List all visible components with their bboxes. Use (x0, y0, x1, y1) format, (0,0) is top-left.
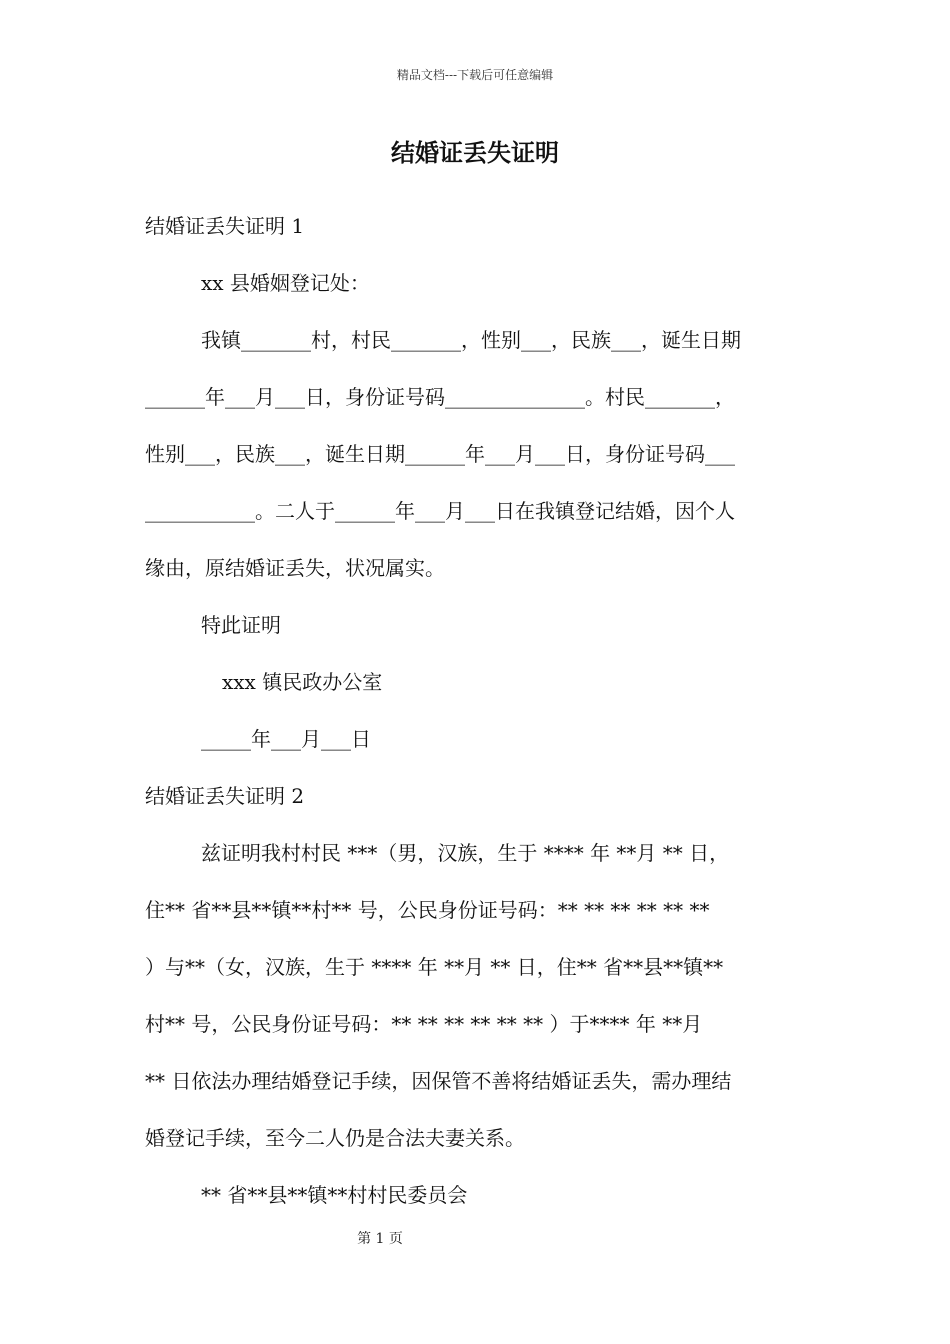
addressee: xx 县婚姻登记处： (201, 271, 370, 295)
paragraph-line: ）与**（女，汉族，生于 **** 年 **月 ** 日，住** 省**县**镇** (145, 955, 724, 979)
document-title: 结婚证丢失证明 (391, 138, 559, 167)
issuer-committee: ** 省**县**镇**村村民委员会 (201, 1183, 468, 1207)
paragraph-line: 性别___，民族___，诞生日期______年___月___日，身份证号码___ (145, 442, 735, 466)
paragraph-line: ______年___月___日，身份证号码______________。村民_______， (145, 385, 735, 409)
section-heading-2: 结婚证丢失证明 2 (145, 784, 305, 808)
closing-statement: 特此证明 (201, 613, 281, 637)
page-number: 第 1 页 (357, 1231, 403, 1247)
paragraph-line: 我镇_______村，村民_______，性别___，民族___，诞生日期 (201, 328, 741, 352)
date-line: _____年___月___日 (201, 727, 371, 751)
paragraph-line: 住** 省**县**镇**村** 号，公民身份证号码：** ** ** ** ** ** (145, 898, 710, 922)
paragraph-line: 兹证明我村村民 ***（男，汉族，生于 **** 年 **月 ** 日， (201, 841, 730, 865)
paragraph-line: ___________。二人于______年___月___日在我镇登记结婚，因个人 (145, 499, 735, 523)
section-heading-1: 结婚证丢失证明 1 (145, 214, 305, 238)
paragraph-line: ** 日依法办理结婚登记手续，因保管不善将结婚证丢失，需办理结 (145, 1069, 732, 1093)
document-body (145, 198, 810, 1224)
issuer-name: xxx 镇民政办公室 (222, 670, 383, 694)
paragraph-line: 缘由，原结婚证丢失，状况属实。 (145, 556, 445, 580)
paragraph-line: 婚登记手续，至今二人仍是合法夫妻关系。 (145, 1126, 525, 1150)
page-header: 精品文档---下载后可任意编辑 (396, 68, 554, 82)
paragraph-line: 村** 号，公民身份证号码：** ** ** ** ** ** ）于**** 年 **月 (145, 1012, 703, 1036)
